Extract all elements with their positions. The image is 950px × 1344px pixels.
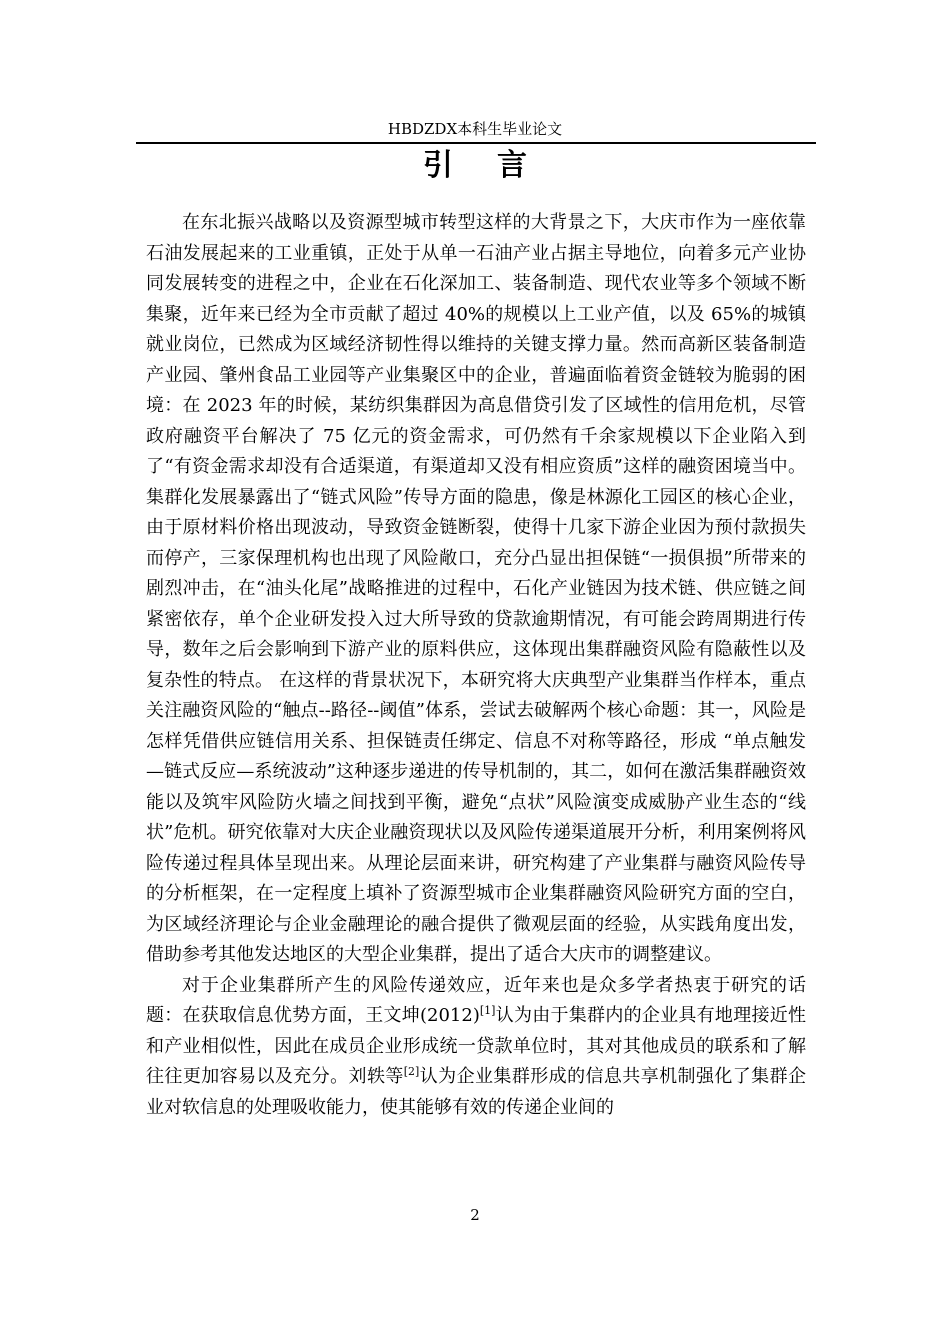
paragraph-2-text-c: 认为企业集群形成的信息共享机制强化了集群企业对软信息的处理吸收能力，使其能够有效的传递企业间的 [146, 1066, 807, 1118]
section-title [0, 146, 950, 186]
title-char-2: 言 [497, 148, 527, 183]
paragraph-2-text-b: 认为由于集群内的企业具有地理接近性和产业相似性，因此在成员企业形成统一贷款单位时，其对其他成员的联系和了解往往更加容易以及充分。刘轶等 [146, 1005, 806, 1087]
paragraph-1: 在东北振兴战略以及资源型城市转型这样的大背景之下，大庆市作为一座依靠石油发展起来的工业重镇，正处于从单一石油产业占据主导地位，向着多元产业协同发展转变的进程之中，企业在石化深加工、装备制造、现代农业等多个领域不断集聚，近年来已经为全市贡献了超过 40%的规模以上工业产值，以及 65%的城镇就业岗位，已然成为区域经济韧性得以维持的关键支撑力量。然而高新区装备制造产业园、肇州食品工业园等产业集聚区中的企业，普遍面临着资金链较为脆弱的困境：在 2023 年的时候，某纺织集群因为高息借贷引发了区域性的信用危机，尽管政府融资平台解决了 75 亿元的资金需求，可仍然有千余家规模以下企业陷入到了“有资金需求却没有合适渠道，有渠道却又没有相应资质”这样的融资困境当中。集群化发展暴露出了“链式风险”传导方面的隐患，像是林源化工园区的核心企业，由于原材料价格出现波动，导致资金链断裂，使得十几家下游企业因为预付款损失而停产，三家保理机构也出现了风险敞口，充分凸显出担保链“一损俱损”所带来的剧烈冲击，在“油头化尾”战略推进的过程中，石化产业链因为技术链、供应链之间紧密依存，单个企业研发投入过大所导致的贷款逾期情况，有可能会跨周期进行传导，数年之后会影响到下游产业的原料供应，这体现出集群融资风险有隐蔽性以及复杂性的特点。 在这样的背景状况下，本研究将大庆典型产业集群当作样本，重点关注融资风险的“触点--路径--阈值”体系，尝试去破解两个核心命题：其一，风险是怎样凭借供应链信用关系、担保链责任绑定、信息不对称等路径，形成 “单点触发—链式反应—系统波动”这种逐步递进的传导机制的，其二，如何在激活集群融资效能以及筑牢风险防火墙之间找到平衡，避免“点状”风险演变成威胁产业生态的“线状”危机。研究依靠对大庆企业融资现状以及风险传递渠道展开分析，利用案例将风险传递过程具体呈现出来。从理论层面来讲，研究构建了产业集群与融资风险传导的分析框架，在一定程度上填补了资源型城市企业集群融资风险研究方面的空白，为区域经济理论与企业金融理论的融合提供了微观层面的经验，从实践角度出发，借助参考其他发达地区的大型企业集群，提出了适合大庆市的调整建议。 [146, 212, 806, 965]
paragraph-2-text-a: 对于企业集群所产生的风险传递效应，近年来也是众多学者热衷于研究的话题：在获取信息优势方面，王文坤(2012) [146, 974, 806, 1026]
page-number: 2 [470, 1206, 480, 1224]
body-text [146, 208, 806, 1123]
header-rule [136, 142, 816, 144]
citation-2: [2] [403, 1065, 420, 1078]
page-header: HBDZDX本科生毕业论文 [387, 120, 563, 138]
citation-1: [1] [479, 1004, 496, 1017]
paragraph-2 [146, 971, 806, 1124]
title-char-1: 引 [423, 148, 453, 183]
